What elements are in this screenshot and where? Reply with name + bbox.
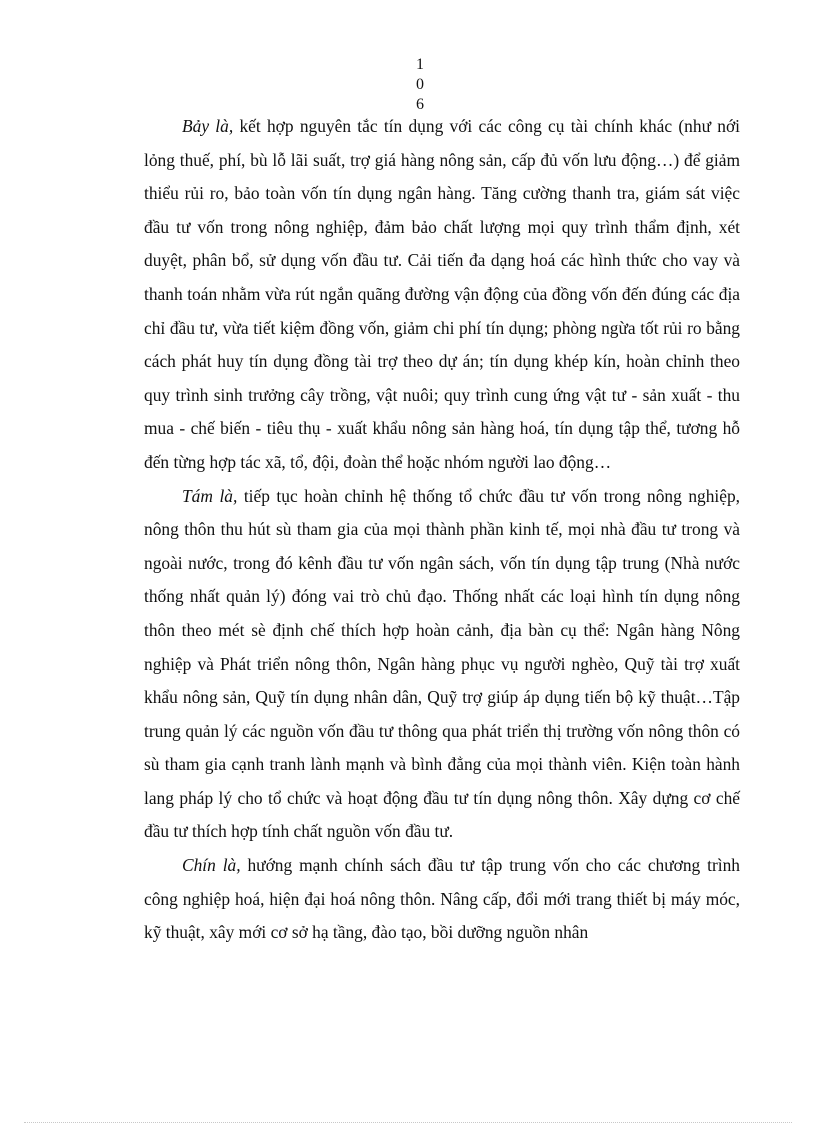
paragraph-bay-la — [144, 110, 740, 480]
page-number-digit: 0 — [416, 76, 424, 93]
paragraph-tam-la — [144, 480, 740, 850]
page-number-digit: 1 — [416, 56, 424, 73]
paragraph-chin-la — [144, 849, 740, 950]
page-number — [402, 55, 438, 115]
paragraph-text: tiếp tục hoàn chỉnh hệ thống tổ chức đầu tư vốn trong nông nghiệp, nông thôn thu hút sù tham gia của mọi thành phần kinh tế, mọi nhà đầu tư trong và ngoài nước, trong đó kênh đầu tư vốn ngân sách, vốn tín dụng tập trung (Nhà nước thống nhất quản lý) đóng vai trò chủ đạo. Thống nhất các loại hình tín dụng nông thôn theo mét sè định chế thích hợp hoàn cảnh, địa bàn cụ thể: Ngân hàng Nông nghiệp và Phát triển nông thôn, Ngân hàng phục vụ người nghèo, Quỹ tài trợ xuất khẩu nông sản, Quỹ tín dụng nhân dân, Quỹ trợ giúp áp dụng tiến bộ kỹ thuật…Tập trung quản lý các nguồn vốn đầu tư thông qua phát triển thị trường vốn nông thôn có sù tham gia cạnh tranh lành mạnh và bình đẳng của mọi thành viên. Kiện toàn hành lang pháp lý cho tổ chức và hoạt động đầu tư tín dụng nông thôn. Xây dựng cơ chế đầu tư thích hợp tính chất nguồn vốn đầu tư. — [144, 485, 740, 842]
paragraph-lead: Tám là, — [182, 485, 238, 506]
paragraph-text: hướng mạnh chính sách đầu tư tập trung vốn cho các chương trình công nghiệp hoá, hiện đại hoá nông thôn. Nâng cấp, đổi mới trang thiết bị máy móc, kỹ thuật, xây mới cơ sở hạ tầng, đào tạo, bồi dưỡng nguồn nhân — [144, 855, 740, 943]
document-body — [144, 110, 740, 950]
paragraph-lead: Bảy là, — [182, 116, 234, 136]
paragraph-text: kết hợp nguyên tắc tín dụng với các công cụ tài chính khác (như nới lỏng thuế, phí, bù lỗ lãi suất, trợ giá hàng nông sản, cấp đủ vốn lưu động…) để giảm thiểu rủi ro, bảo toàn vốn tín dụng ngân hàng. Tăng cường thanh tra, giám sát việc đầu tư vốn trong nông nghiệp, đảm bảo chất lượng mọi quy trình thẩm định, xét duyệt, phân bổ, sử dụng vốn đầu tư. Cải tiến đa dạng hoá các hình thức cho vay và thanh toán nhằm vừa rút ngắn quãng đường vận động của đồng vốn đến đúng các địa chỉ đầu tư, vừa tiết kiệm đồng vốn, giảm chi phí tín dụng; phòng ngừa tốt rủi ro bằng cách phát huy tín dụng đồng tài trợ theo dự án; tín dụng khép kín, hoàn chỉnh theo quy trình sinh trưởng cây trồng, vật nuôi; quy trình cung ứng vật tư - sản xuất - thu mua - chế biến - tiêu thụ - xuất khẩu nông sản hàng hoá, tín dụng tập thể, tương hỗ đến từng hợp tác xã, tổ, đội, đoàn thể hoặc nhóm người lao động… — [144, 116, 740, 472]
page-number-digit: 6 — [416, 96, 424, 113]
paragraph-lead: Chín là, — [182, 855, 241, 876]
